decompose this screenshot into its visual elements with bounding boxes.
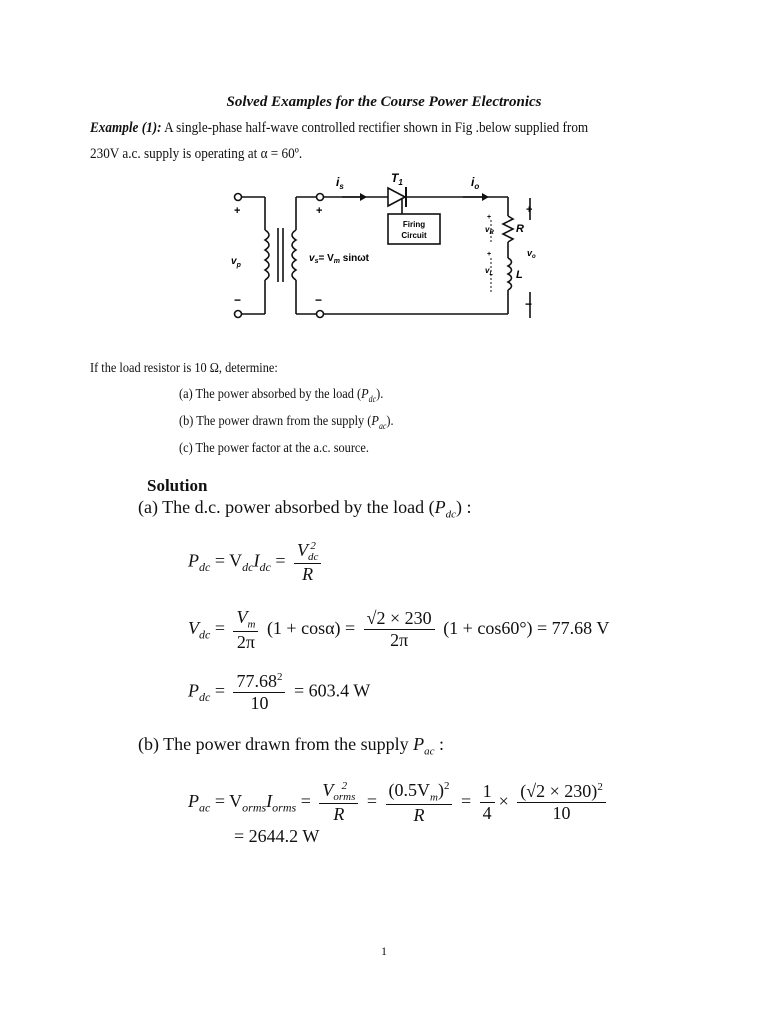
io-label: $i_o$ xyxy=(471,175,480,191)
vs-minus: − xyxy=(315,293,323,307)
circuit-wires xyxy=(235,194,531,319)
resistor-R xyxy=(503,216,513,242)
vr-plus: + xyxy=(487,214,492,221)
firing-circuit-label-1: Firing xyxy=(402,220,426,229)
vs-equation: $v_s= V_m$ sinωt xyxy=(309,253,370,265)
inductor-L xyxy=(508,258,512,290)
rectifier-circuit-figure xyxy=(225,170,555,330)
thyristor-label: $T_1$ xyxy=(391,171,403,187)
fraction-vdc2-over-r: V 2 dc R xyxy=(294,540,321,585)
equation-vdc: $V_{dc}$ = $\frac{V_m}{2\pi}$ (1 + cosα) = $\frac{√2 \times 230}{2\pi}$ (1 + cos60°) = 77.68 V xyxy=(188,607,610,652)
terminal-secondary-top xyxy=(317,194,324,201)
equation-pac: $P_{ac} = V_{orms}I_{orms}$ = V 2 orms R = $\frac{(0.5V_m)^2}{R}$ = $\frac{1}{4}$ × $\frac{(√2 \times 230)^2}{10}$ xyxy=(188,780,610,826)
io-arrow-icon xyxy=(482,193,489,201)
vp-label: $v_p$ xyxy=(231,256,241,269)
example-label: Example (1): xyxy=(90,120,162,136)
fraction-05vm2-over-r: $\frac{(0.5V_m)^2}{R}$ xyxy=(386,780,453,826)
fraction-sqrt2-230-sq-over-10: $\frac{(√2 \times 230)^2}{10}$ xyxy=(517,781,606,824)
vr-label: $v_R$ xyxy=(485,225,494,236)
vl-plus: + xyxy=(487,251,492,258)
question-c: (c) The power factor at the a.c. source. xyxy=(179,441,369,456)
secondary-coil xyxy=(292,230,296,280)
firing-circuit-label-2: Circuit xyxy=(401,231,427,240)
solution-part-a-heading: (a) The d.c. power absorbed by the load $(P_{dc})$ : xyxy=(138,497,472,521)
is-label: $i_s$ xyxy=(336,175,344,191)
l-label: L xyxy=(516,269,523,281)
solution-heading: Solution xyxy=(147,476,208,495)
equation-pdc-value: $P_{dc}$ = $\frac{77.68^2}{10}$ = 603.4 W xyxy=(188,671,371,713)
example-text-1: A single-phase half-wave controlled rectifier shown in Fig .below supplied from xyxy=(164,120,589,136)
r-label: R xyxy=(516,223,524,235)
fraction-1-over-4: $\frac{1}{4}$ xyxy=(480,781,495,824)
vo-plus: + xyxy=(526,204,533,216)
primary-coil xyxy=(265,230,269,280)
vp-plus: + xyxy=(234,205,241,217)
fraction-vorms2-over-r: V 2 orms R xyxy=(319,780,358,825)
terminal-primary-top xyxy=(235,194,242,201)
vp-minus: − xyxy=(234,293,242,307)
example-statement-line1 xyxy=(90,120,588,137)
terminal-secondary-bottom xyxy=(317,311,324,318)
equation-pdc-formula: $P_{dc} = V_{dc}I_{dc}$ = V 2 dc R xyxy=(188,540,325,585)
terminal-primary-bottom xyxy=(235,311,242,318)
question-a: (a) The power absorbed by the load $(P_{dc})$. xyxy=(179,387,384,404)
is-arrow-icon xyxy=(360,193,367,201)
fraction-vm-over-2pi: $\frac{V_m}{2\pi}$ xyxy=(233,607,258,653)
page-title: Solved Examples for the Course Power Electronics xyxy=(226,94,542,110)
vs-plus: + xyxy=(316,205,323,217)
question-b: (b) The power drawn from the supply $(P_{ac})$. xyxy=(179,414,394,431)
solution-part-b-heading: (b) The power drawn from the supply $P_{ac}$ : xyxy=(138,734,445,758)
fraction-77-68-sq-over-10: $\frac{77.68^2}{10}$ xyxy=(233,671,285,714)
page-number: 1 xyxy=(381,944,387,958)
question-intro: If the load resistor is 10 Ω, determine: xyxy=(90,361,278,376)
vl-label: $v_L$ xyxy=(485,266,494,277)
equation-pac-result: = 2644.2 W xyxy=(234,826,320,846)
vo-minus: − xyxy=(525,297,533,311)
fraction-sqrt2-230-over-2pi: $\frac{√2 \times 230}{2\pi}$ xyxy=(364,608,435,651)
example-statement-line2: 230V a.c. supply is operating at α = 60º. xyxy=(90,146,303,162)
vo-label: $v_o$ xyxy=(527,248,536,260)
